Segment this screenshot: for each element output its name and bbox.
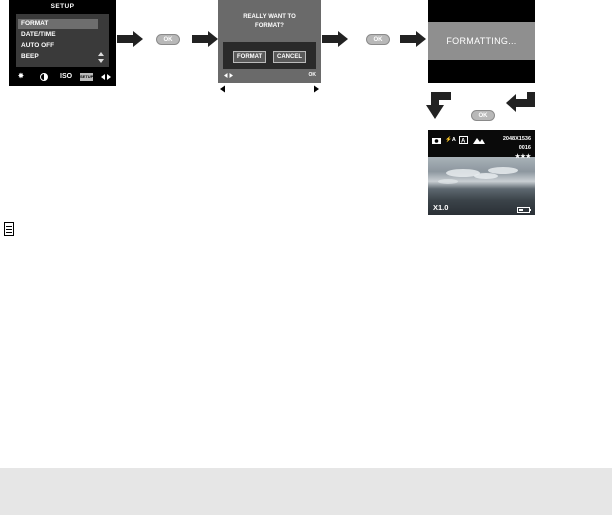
cancel-button[interactable]: CANCEL	[273, 51, 306, 63]
flow-arrow-1-icon	[133, 31, 143, 47]
contrast-icon[interactable]	[40, 73, 48, 81]
flow-arrow-4-shaft	[400, 35, 416, 43]
confirm-question-line2: FORMAT?	[255, 23, 284, 29]
shots-remaining-label: 0016	[518, 145, 531, 151]
setup-icon-row	[9, 71, 116, 83]
menu-item-auto-off[interactable]: AUTO OFF	[21, 42, 55, 49]
flow-arrow-3-icon	[338, 31, 348, 47]
setup-menu-screen	[9, 0, 116, 86]
flow-arrow-2-shaft	[192, 35, 208, 43]
format-button[interactable]: FORMAT	[233, 51, 266, 63]
zoom-level: X1.0	[433, 203, 449, 212]
menu-item-beep[interactable]: BEEP	[21, 53, 39, 60]
brightness-icon[interactable]: ✸	[18, 73, 24, 80]
note-icon	[4, 222, 14, 236]
resolution-label: 2048X1536	[502, 136, 531, 142]
flow-arrow-2-icon	[208, 31, 218, 47]
confirm-button-box	[223, 42, 316, 69]
confirm-question	[218, 13, 321, 31]
confirm-footer	[218, 71, 321, 81]
left-right-indicator-icon	[218, 85, 321, 93]
ok-button-1[interactable]: OK	[156, 34, 180, 45]
flow-arrow-3-shaft	[322, 35, 338, 43]
quality-stars: ★★★	[514, 154, 531, 160]
battery-icon	[517, 207, 531, 213]
flow-arrow-1-shaft	[117, 35, 133, 43]
camera-mode-icon	[432, 137, 441, 144]
setup-tab-icon[interactable]: SETUP	[80, 74, 94, 79]
left-right-icon	[101, 74, 111, 80]
white-balance-icon	[459, 136, 468, 144]
menu-item-format[interactable]: FORMAT	[18, 19, 98, 29]
footer-band	[0, 468, 612, 515]
camera-preview-screen	[428, 130, 535, 215]
setup-title: SETUP	[50, 3, 75, 10]
formatting-screen	[428, 0, 535, 83]
iso-label[interactable]: ISO	[60, 73, 73, 80]
confirm-question-line1: REALLY WANT TO	[243, 14, 296, 20]
down-right-arrow-icon	[506, 92, 536, 120]
formatting-message: FORMATTING...	[428, 22, 535, 60]
flash-auto-icon: ⚡A	[445, 137, 456, 143]
format-confirm-screen	[218, 0, 321, 83]
ok-button-3[interactable]: OK	[471, 110, 495, 121]
setup-menu-panel	[16, 14, 109, 67]
scroll-updown-icon	[98, 52, 104, 63]
svg-text:A: A	[461, 138, 466, 144]
menu-item-date-time[interactable]: DATE/TIME	[21, 31, 56, 38]
flow-arrow-4-icon	[416, 31, 426, 47]
footer-ok-label: OK	[308, 72, 316, 78]
ok-button-2[interactable]: OK	[366, 34, 390, 45]
left-right-icon	[224, 73, 233, 78]
down-left-arrow-icon	[418, 92, 454, 120]
landscape-icon	[473, 136, 485, 144]
